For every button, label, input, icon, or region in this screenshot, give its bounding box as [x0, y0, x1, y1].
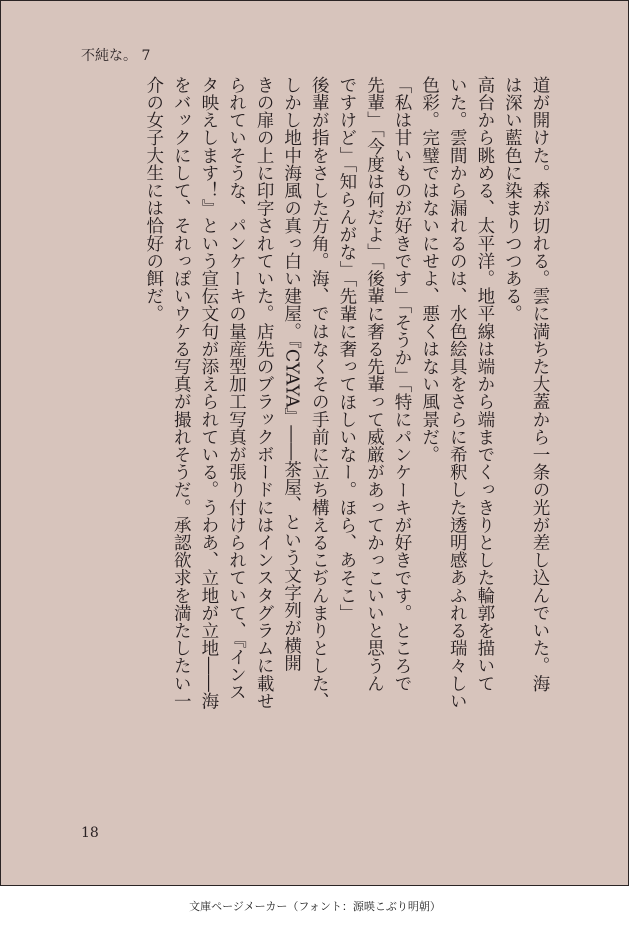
text-column: きの扉の上に印字されていた。店先のブラックボードにはインスタグラムに載せ [254, 76, 275, 710]
text-column: 色彩。完璧ではないにせよ、悪くはない風景だ。 [419, 76, 440, 464]
page-number: 18 [81, 825, 99, 841]
text-column: は深い藍色に染まりつつある。 [502, 76, 523, 323]
text-column: 後輩が指をさした方角。海、ではなくその手前に立ち構えるこぢんまりとした、 [309, 76, 330, 710]
text-column: をバックにして、それっぽいウケる写真が撮れそうだ。承認欲求を満たしたい一 [171, 76, 192, 710]
text-column: られていそうな、パンケーキの量産型加工写真が張り付けられていて、『インス [226, 76, 247, 701]
text-column: 道が開けた。森が切れる。雲に満ちた大蓋から一条の光が差し込んでいた。海 [530, 76, 550, 692]
footer-caption: 文庫ページメーカー（フォント：源暎こぶり明朝） [189, 900, 441, 913]
body-text [73, 76, 553, 796]
text-column: しかし地中海風の真っ白い建屋。『CYAYA』――茶屋、という文字列が横開 [281, 76, 302, 672]
text-column: ですけど」「知らんがな」「先輩に奢ってほしいなー。ほら、あそこ」 [336, 76, 357, 622]
text-column: 高台から眺める、太平洋。地平線は端から端までくっきりとした輪郭を描いて [474, 76, 495, 692]
running-head: 不純な。 7 [81, 48, 151, 64]
text-column: 先輩」「今度は何だよ」「後輩に奢る先輩って威厳があってかっこいいと思うん [364, 76, 385, 693]
text-column: タ映えします！』という宣伝文句が添えられている。うわあ、立地が立地――海 [198, 76, 219, 710]
text-column: 「私は甘いものが好きです」「そうか」「特にパンケーキが好きです。ところで [392, 76, 413, 693]
text-column: いた。雲間から漏れるのは、水色絵具をさらに希釈した透明感あふれる瑞々しい [447, 76, 468, 710]
text-column: 介の女子大生には恰好の餌だ。 [143, 76, 164, 323]
